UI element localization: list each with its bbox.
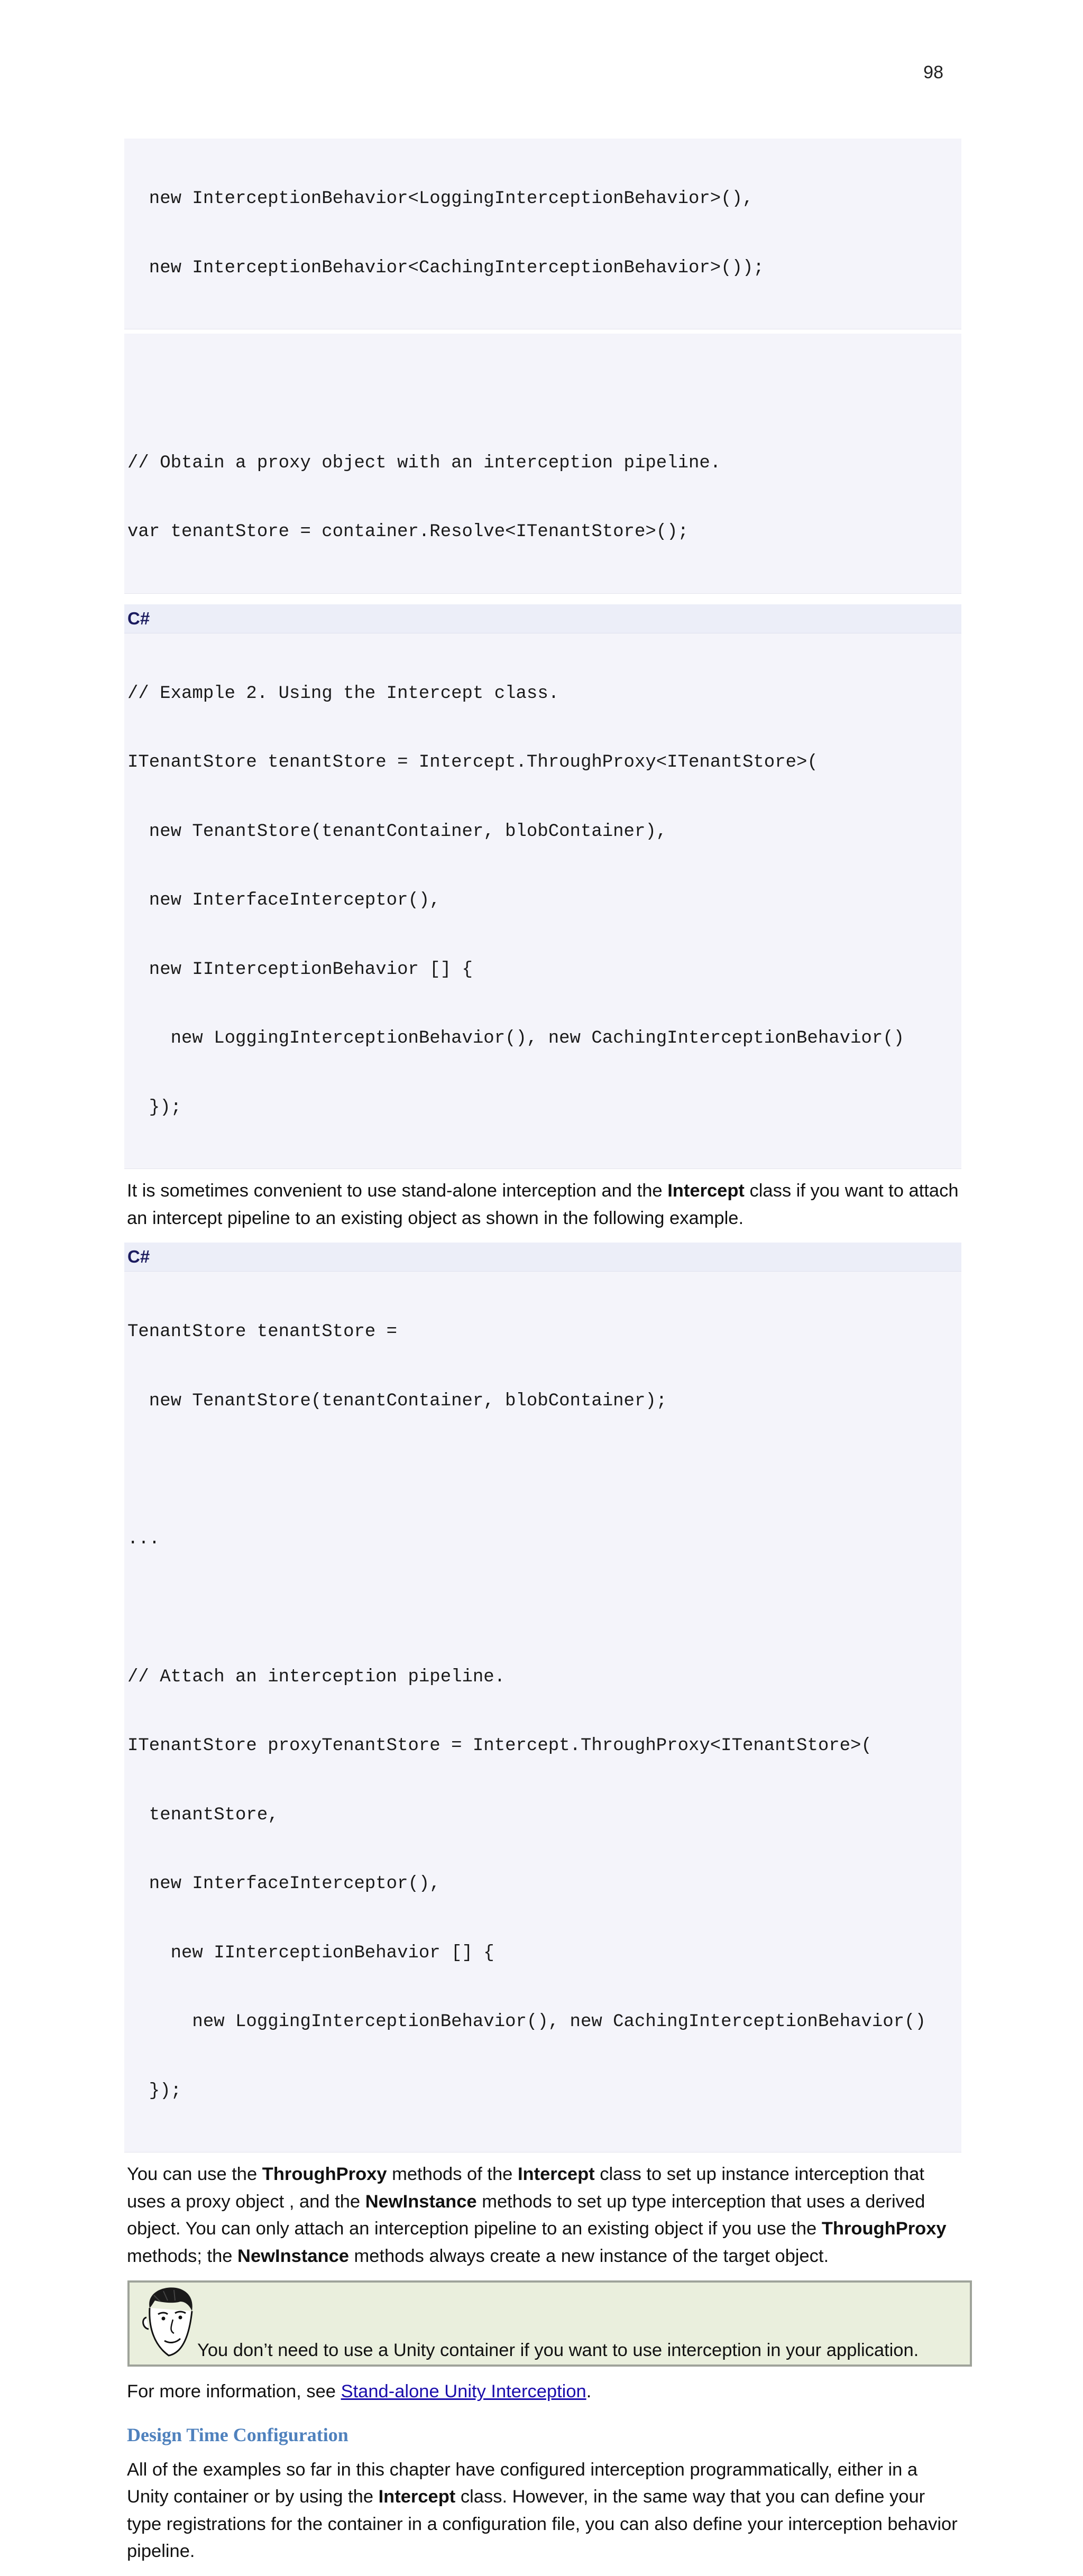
standalone-interception-link[interactable]: Stand-alone Unity Interception	[341, 2381, 586, 2402]
code-line: });	[127, 2081, 182, 2101]
bold-term: NewInstance	[237, 2246, 349, 2266]
code-line: // Attach an interception pipeline.	[127, 1667, 506, 1687]
section-heading: Design Time Configuration	[127, 2424, 348, 2445]
code-block-continued-a	[124, 139, 961, 329]
text-run: You can use the	[127, 2164, 262, 2184]
code-block-continued-b	[124, 334, 961, 594]
code-line	[127, 1459, 958, 1482]
code-line: ITenantStore proxyTenantStore = Intercept.ThroughProxy<ITenantStore>(	[127, 1736, 872, 1756]
code-line: });	[127, 1097, 182, 1118]
bold-term: Intercept	[667, 1181, 745, 1201]
code-line: ...	[127, 1529, 160, 1549]
code-line: new InterfaceInterceptor(),	[127, 890, 440, 910]
code-line: new InterceptionBehavior<LoggingInterceptionBehavior>(),	[127, 189, 754, 209]
note-callout	[127, 2280, 972, 2367]
text-run: It is sometimes convenient to use stand-alone interception and the	[127, 1181, 668, 1201]
code-line: new InterfaceInterceptor(),	[127, 1874, 440, 1894]
character-face-icon	[139, 2286, 196, 2359]
bold-term: ThroughProxy	[262, 2164, 387, 2184]
code-language-label: C#	[124, 1243, 961, 1272]
code-line: tenantStore,	[127, 1805, 279, 1825]
page-number: 98	[923, 62, 943, 82]
code-line: new LoggingInterceptionBehavior(), new CachingInterceptionBehavior()	[127, 2012, 926, 2032]
code-block-example-3	[124, 1272, 961, 2152]
code-line: // Obtain a proxy object with an interception pipeline.	[127, 453, 721, 473]
bold-term: ThroughProxy	[821, 2219, 947, 2239]
paragraph-throughproxy-newinstance	[124, 2161, 961, 2270]
text-run: methods; the	[127, 2246, 238, 2266]
text-run: class. However, in the same way that you can define your type registrations for the container in a configuration file, you can also define your interception behavior pipeline.	[127, 2487, 958, 2561]
bold-term: Intercept	[378, 2487, 456, 2507]
bold-term: Intercept	[517, 2164, 595, 2184]
text-run: methods to set up type interception that uses a derived object. You can only attach an interception pipeline to an existing object if you use the	[127, 2191, 925, 2239]
text-run: All of the examples so far in this chapter have configured interception programmatically, either in a Unity container or by using the	[127, 2459, 918, 2507]
code-line: new IInterceptionBehavior [] {	[127, 959, 473, 980]
code-line: ITenantStore tenantStore = Intercept.ThroughProxy<ITenantStore>(	[127, 752, 818, 772]
code-block-example-2	[124, 633, 961, 1170]
text-run: methods of the	[387, 2164, 518, 2184]
code-line	[127, 383, 958, 406]
code-line: var tenantStore = container.Resolve<ITenantStore>();	[127, 522, 689, 542]
text-run: class if you want to attach an intercept pipeline to an existing object as shown in the following example.	[127, 1181, 959, 1228]
paragraph-intercept-intro	[124, 1177, 961, 1232]
code-line: new LoggingInterceptionBehavior(), new CachingInterceptionBehavior()	[127, 1028, 905, 1048]
paragraph-more-info	[124, 2378, 961, 2406]
text-run: For more information, see	[127, 2381, 341, 2402]
bold-term: NewInstance	[365, 2191, 477, 2212]
text-run: methods always create a new instance of the target object.	[348, 2246, 829, 2266]
code-line: TenantStore tenantStore =	[127, 1322, 398, 1342]
code-line	[127, 1597, 958, 1620]
code-language-label: C#	[124, 604, 961, 633]
text-run: class to set up instance interception that uses a proxy object , and the	[127, 2164, 924, 2212]
text-run: .	[586, 2381, 592, 2402]
note-text: You don’t need to use a Unity container if you want to use interception in your application.	[197, 2340, 919, 2360]
code-line: // Example 2. Using the Intercept class.	[127, 683, 559, 704]
code-line: new TenantStore(tenantContainer, blobContainer);	[127, 1391, 667, 1411]
paragraph-design-time	[124, 2457, 961, 2565]
page-content	[124, 139, 961, 2576]
code-line: new IInterceptionBehavior [] {	[127, 1943, 494, 1963]
code-line: new TenantStore(tenantContainer, blobContainer),	[127, 821, 667, 842]
code-line: new InterceptionBehavior<CachingInterceptionBehavior>());	[127, 257, 764, 278]
